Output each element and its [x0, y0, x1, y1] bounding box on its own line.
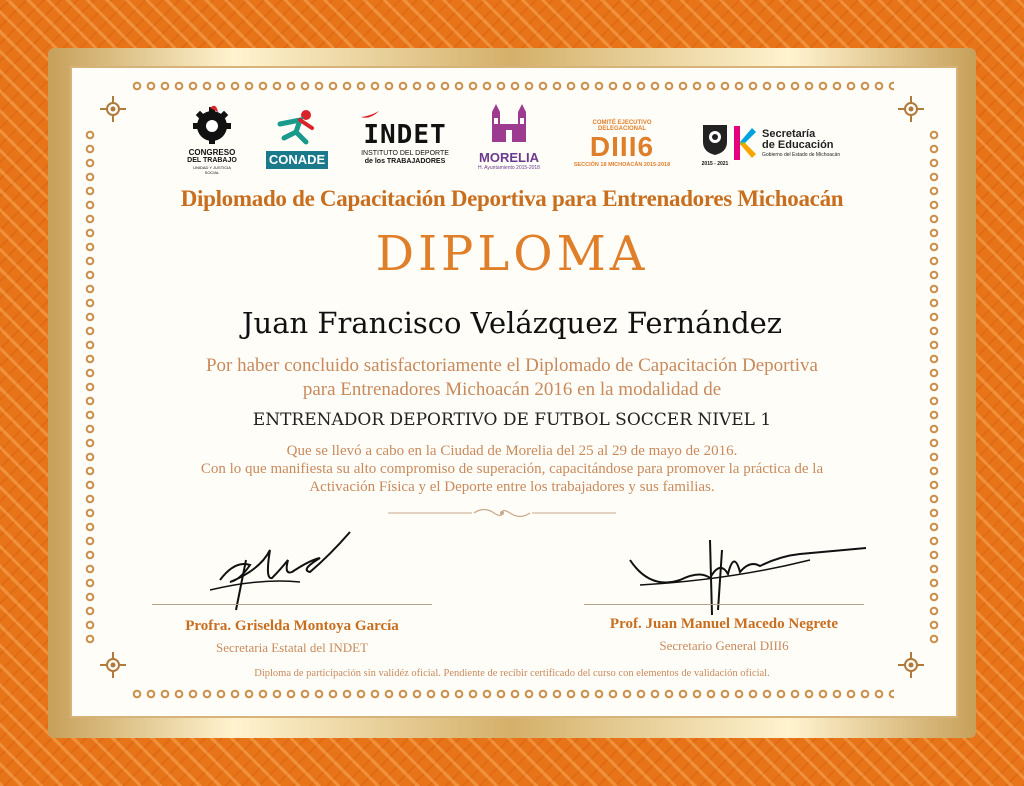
corner-ornament-icon [896, 94, 926, 124]
cathedral-icon [474, 104, 544, 146]
signer-left-name: Profra. Griselda Montoya García [185, 618, 399, 634]
swoosh-icon [360, 110, 380, 120]
congreso-line2: DEL TRABAJO [187, 157, 237, 164]
modality: ENTRENADOR DEPORTIVO DE FUTBOL SOCCER NIVEL 1 [252, 410, 772, 430]
details-line-2: Con lo que manifiesta su alto compromiso de superación, capacitándose para promover la práctica de la [200, 461, 824, 477]
morelia-sub: H. Ayuntamiento 2015-2018 [478, 165, 540, 171]
gear-icon [186, 104, 238, 144]
signature-line-left [152, 604, 432, 605]
signature-right-icon [610, 530, 870, 620]
course-subtitle: Diplomado de Capacitación Deportiva para Entrenadores Michoacán [180, 186, 844, 211]
seal-icon [700, 122, 730, 156]
diii6-logo [570, 120, 674, 168]
congreso-line1: CONGRESO [188, 148, 236, 157]
signer-right-role: Secretario General DIII6 [659, 638, 789, 653]
diii6-top: COMITÉ EJECUTIVO DELEGACIONAL [592, 120, 652, 132]
signature-left-icon [200, 520, 370, 615]
congreso-line3: UNIDAD Y JUSTICIA SOCIAL [193, 165, 231, 175]
recipient-name: Juan Francisco Velázquez Fernández [241, 306, 783, 340]
conade-name: CONADE [266, 151, 328, 169]
indet-name: INDET [363, 120, 447, 150]
seal-years: 2015 - 2021 [701, 161, 729, 167]
runner-icon [266, 108, 328, 146]
disclaimer: Diploma de participación sin validéz oficial. Pendiente de recibir certificado del curso con elementos de validación oficial. [254, 668, 770, 679]
secretaria-line1: Secretaría [762, 128, 816, 140]
signer-right-name: Prof. Juan Manuel Macedo Negrete [609, 616, 839, 632]
diploma-title: DIPLOMA [375, 226, 649, 282]
description-block [0, 354, 1024, 402]
corner-ornament-icon [98, 94, 128, 124]
morelia-name: MORELIA [479, 150, 539, 165]
details-line-1: Que se llevó a cabo en la Ciudad de Morelia del 25 al 29 de mayo de 2016. [286, 443, 738, 459]
secretaria-line2: de Educación [762, 139, 834, 151]
conade-logo [266, 108, 328, 166]
congreso-del-trabajo-logo [186, 104, 238, 175]
indet-line2: de los TRABAJADORES [364, 158, 446, 165]
michoacan-seal-logo [700, 122, 730, 168]
indet-logo [356, 110, 454, 166]
secretaria-educacion-logo [732, 124, 844, 164]
signature-line-right [584, 604, 864, 605]
morelia-logo [474, 104, 544, 170]
k-mark-icon [732, 124, 756, 162]
details-block [0, 442, 1024, 496]
signer-left-role: Secretaria Estatal del INDET [216, 640, 368, 655]
secretaria-line3: Gobierno del Estado de Michoacán [762, 152, 841, 158]
indet-line1: INSTITUTO DEL DEPORTE [361, 150, 449, 157]
bead-border-bottom [130, 688, 894, 700]
diii6-sub: SECCIÓN 18 MICHOACÁN 2015-2018 [573, 162, 671, 168]
description-line-2: para Entrenadores Michoacán 2016 en la modalidad de [302, 379, 722, 400]
details-line-3: Activación Física y el Deporte entre los trabajadores y sus familias. [309, 479, 715, 495]
diii6-name: DIII6 [589, 131, 655, 162]
description-line-1: Por haber concluido satisfactoriamente el Diplomado de Capacitación Deportiva [205, 355, 818, 376]
divider-ornament-icon [388, 506, 616, 520]
bead-border-top [130, 80, 894, 92]
